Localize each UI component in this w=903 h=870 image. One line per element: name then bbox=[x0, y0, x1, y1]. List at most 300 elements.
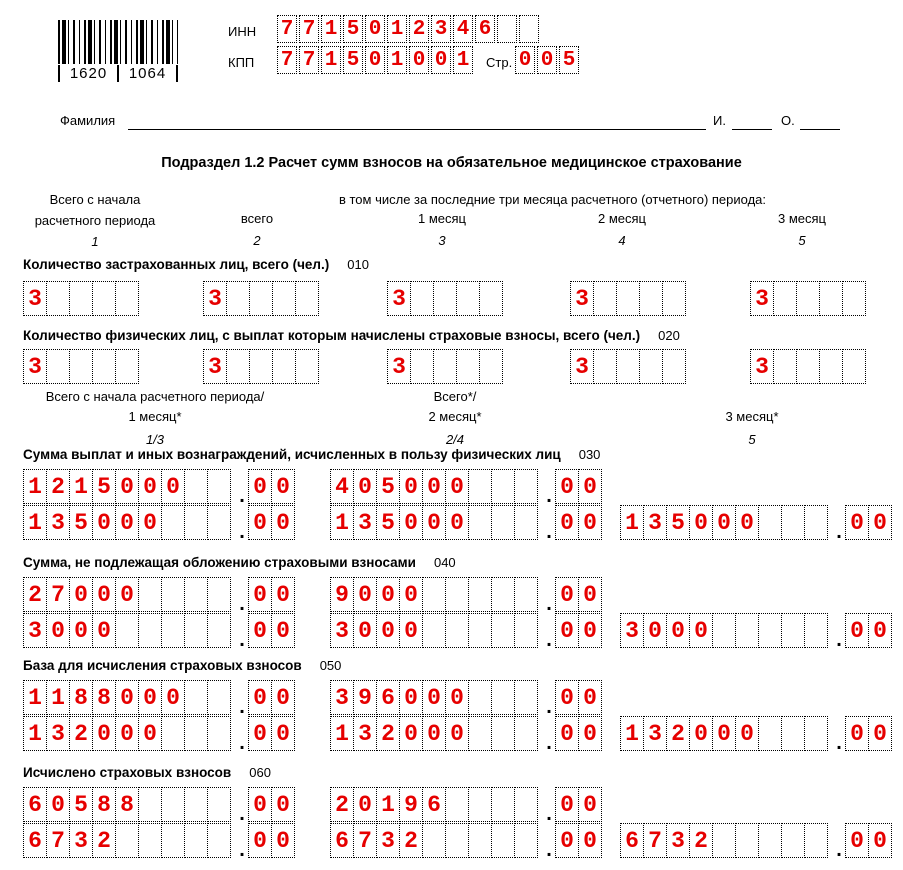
digit-cell[interactable] bbox=[445, 787, 469, 822]
digit-cell[interactable]: 0 bbox=[445, 680, 469, 715]
digit-cell[interactable] bbox=[468, 823, 492, 858]
digit-cell[interactable]: 0 bbox=[46, 613, 70, 648]
digit-cell[interactable]: 0 bbox=[161, 680, 185, 715]
count-field[interactable] bbox=[570, 349, 686, 384]
digit-cell[interactable] bbox=[491, 469, 515, 504]
digit-cell[interactable] bbox=[184, 680, 208, 715]
page-number-field[interactable] bbox=[515, 46, 581, 74]
digit-cell[interactable]: 2 bbox=[69, 716, 93, 751]
digit-cell[interactable]: 0 bbox=[845, 505, 869, 540]
digit-cell[interactable] bbox=[184, 577, 208, 612]
digit-cell[interactable] bbox=[758, 505, 782, 540]
digit-cell[interactable]: 0 bbox=[248, 823, 272, 858]
digit-cell[interactable]: 3 bbox=[570, 349, 594, 384]
digit-cell[interactable] bbox=[207, 613, 231, 648]
digit-cell[interactable]: 1 bbox=[321, 15, 341, 43]
digit-cell[interactable]: 5 bbox=[69, 787, 93, 822]
digit-cell[interactable] bbox=[758, 716, 782, 751]
digit-cell[interactable]: 5 bbox=[559, 46, 579, 74]
digit-cell[interactable]: 3 bbox=[46, 505, 70, 540]
digit-cell[interactable] bbox=[735, 613, 759, 648]
digit-cell[interactable] bbox=[773, 349, 797, 384]
digit-cell[interactable] bbox=[445, 577, 469, 612]
digit-cell[interactable]: 3 bbox=[330, 613, 354, 648]
digit-cell[interactable] bbox=[272, 281, 296, 316]
digit-cell[interactable] bbox=[207, 577, 231, 612]
digit-cell[interactable]: 9 bbox=[330, 577, 354, 612]
digit-cell[interactable] bbox=[161, 577, 185, 612]
digit-cell[interactable]: 7 bbox=[299, 15, 319, 43]
digit-cell[interactable]: 0 bbox=[115, 716, 139, 751]
amount-field[interactable] bbox=[330, 505, 602, 543]
digit-cell[interactable]: 4 bbox=[330, 469, 354, 504]
digit-cell[interactable] bbox=[781, 613, 805, 648]
digit-cell[interactable]: 3 bbox=[643, 505, 667, 540]
digit-cell[interactable]: 3 bbox=[353, 716, 377, 751]
digit-cell[interactable] bbox=[115, 349, 139, 384]
digit-cell[interactable]: 1 bbox=[387, 46, 407, 74]
digit-cell[interactable] bbox=[842, 349, 866, 384]
digit-cell[interactable]: 2 bbox=[376, 716, 400, 751]
digit-cell[interactable]: 0 bbox=[353, 577, 377, 612]
digit-cell[interactable]: 0 bbox=[555, 823, 579, 858]
count-field[interactable] bbox=[23, 281, 139, 316]
count-field[interactable] bbox=[23, 349, 139, 384]
digit-cell[interactable]: 4 bbox=[453, 15, 473, 43]
digit-cell[interactable] bbox=[468, 505, 492, 540]
digit-cell[interactable] bbox=[491, 716, 515, 751]
digit-cell[interactable]: 0 bbox=[248, 680, 272, 715]
digit-cell[interactable] bbox=[514, 505, 538, 540]
digit-cell[interactable]: 5 bbox=[376, 505, 400, 540]
digit-cell[interactable] bbox=[468, 787, 492, 822]
digit-cell[interactable]: 1 bbox=[69, 469, 93, 504]
digit-cell[interactable] bbox=[804, 716, 828, 751]
digit-cell[interactable] bbox=[819, 349, 843, 384]
inn-field[interactable] bbox=[277, 15, 541, 43]
digit-cell[interactable] bbox=[468, 680, 492, 715]
digit-cell[interactable] bbox=[712, 613, 736, 648]
digit-cell[interactable] bbox=[445, 613, 469, 648]
digit-cell[interactable]: 1 bbox=[453, 46, 473, 74]
count-field[interactable] bbox=[750, 349, 866, 384]
amount-field[interactable] bbox=[330, 469, 602, 507]
digit-cell[interactable]: 0 bbox=[578, 716, 602, 751]
digit-cell[interactable] bbox=[161, 505, 185, 540]
digit-cell[interactable]: 0 bbox=[353, 787, 377, 822]
digit-cell[interactable] bbox=[819, 281, 843, 316]
digit-cell[interactable] bbox=[491, 577, 515, 612]
amount-field[interactable] bbox=[620, 716, 892, 754]
digit-cell[interactable]: 5 bbox=[376, 469, 400, 504]
digit-cell[interactable]: 0 bbox=[271, 613, 295, 648]
digit-cell[interactable] bbox=[295, 281, 319, 316]
digit-cell[interactable]: 0 bbox=[555, 716, 579, 751]
digit-cell[interactable]: 0 bbox=[445, 505, 469, 540]
amount-field[interactable] bbox=[620, 823, 892, 861]
count-field[interactable] bbox=[750, 281, 866, 316]
digit-cell[interactable]: 3 bbox=[203, 349, 227, 384]
digit-cell[interactable]: 7 bbox=[46, 577, 70, 612]
digit-cell[interactable]: 0 bbox=[115, 577, 139, 612]
digit-cell[interactable]: 0 bbox=[365, 46, 385, 74]
digit-cell[interactable]: 0 bbox=[115, 469, 139, 504]
digit-cell[interactable]: 0 bbox=[445, 716, 469, 751]
digit-cell[interactable]: 3 bbox=[353, 505, 377, 540]
digit-cell[interactable] bbox=[639, 281, 663, 316]
digit-cell[interactable]: 0 bbox=[422, 469, 446, 504]
digit-cell[interactable]: 1 bbox=[387, 15, 407, 43]
digit-cell[interactable]: 0 bbox=[845, 613, 869, 648]
digit-cell[interactable] bbox=[758, 823, 782, 858]
digit-cell[interactable] bbox=[491, 787, 515, 822]
digit-cell[interactable] bbox=[138, 787, 162, 822]
digit-cell[interactable] bbox=[161, 823, 185, 858]
digit-cell[interactable]: 0 bbox=[578, 680, 602, 715]
digit-cell[interactable]: 0 bbox=[353, 613, 377, 648]
count-field[interactable] bbox=[387, 349, 503, 384]
digit-cell[interactable]: 6 bbox=[23, 787, 47, 822]
digit-cell[interactable]: 0 bbox=[92, 716, 116, 751]
digit-cell[interactable]: 8 bbox=[69, 680, 93, 715]
amount-field[interactable] bbox=[23, 716, 295, 754]
digit-cell[interactable]: 0 bbox=[689, 716, 713, 751]
digit-cell[interactable]: 0 bbox=[353, 469, 377, 504]
surname-input-line[interactable] bbox=[128, 111, 706, 130]
digit-cell[interactable]: 0 bbox=[248, 469, 272, 504]
digit-cell[interactable] bbox=[662, 349, 686, 384]
digit-cell[interactable]: 7 bbox=[277, 46, 297, 74]
digit-cell[interactable] bbox=[514, 680, 538, 715]
digit-cell[interactable]: 0 bbox=[248, 613, 272, 648]
digit-cell[interactable]: 0 bbox=[92, 505, 116, 540]
digit-cell[interactable]: 0 bbox=[537, 46, 557, 74]
digit-cell[interactable]: 2 bbox=[23, 577, 47, 612]
digit-cell[interactable]: 0 bbox=[69, 613, 93, 648]
digit-cell[interactable]: 3 bbox=[431, 15, 451, 43]
digit-cell[interactable]: 7 bbox=[46, 823, 70, 858]
digit-cell[interactable]: 0 bbox=[271, 577, 295, 612]
digit-cell[interactable]: 2 bbox=[666, 716, 690, 751]
digit-cell[interactable] bbox=[468, 577, 492, 612]
digit-cell[interactable]: 0 bbox=[92, 613, 116, 648]
digit-cell[interactable]: 5 bbox=[343, 46, 363, 74]
digit-cell[interactable]: 0 bbox=[399, 469, 423, 504]
digit-cell[interactable]: 0 bbox=[555, 787, 579, 822]
digit-cell[interactable]: 0 bbox=[409, 46, 429, 74]
digit-cell[interactable] bbox=[781, 505, 805, 540]
digit-cell[interactable]: 2 bbox=[330, 787, 354, 822]
digit-cell[interactable] bbox=[758, 613, 782, 648]
digit-cell[interactable]: 3 bbox=[750, 281, 774, 316]
digit-cell[interactable]: 1 bbox=[376, 787, 400, 822]
digit-cell[interactable] bbox=[184, 505, 208, 540]
digit-cell[interactable] bbox=[249, 281, 273, 316]
amount-field[interactable] bbox=[330, 577, 602, 615]
digit-cell[interactable]: 0 bbox=[845, 716, 869, 751]
digit-cell[interactable]: 0 bbox=[92, 577, 116, 612]
digit-cell[interactable]: 0 bbox=[578, 787, 602, 822]
digit-cell[interactable]: 7 bbox=[643, 823, 667, 858]
count-field[interactable] bbox=[203, 349, 319, 384]
digit-cell[interactable] bbox=[161, 787, 185, 822]
digit-cell[interactable] bbox=[593, 349, 617, 384]
digit-cell[interactable]: 0 bbox=[712, 716, 736, 751]
amount-field[interactable] bbox=[23, 577, 295, 615]
digit-cell[interactable]: 6 bbox=[330, 823, 354, 858]
digit-cell[interactable]: 0 bbox=[689, 505, 713, 540]
digit-cell[interactable] bbox=[184, 469, 208, 504]
digit-cell[interactable] bbox=[781, 716, 805, 751]
digit-cell[interactable]: 0 bbox=[578, 577, 602, 612]
digit-cell[interactable] bbox=[184, 787, 208, 822]
digit-cell[interactable]: 3 bbox=[387, 281, 411, 316]
digit-cell[interactable]: 1 bbox=[23, 469, 47, 504]
digit-cell[interactable]: 6 bbox=[376, 680, 400, 715]
digit-cell[interactable]: 0 bbox=[515, 46, 535, 74]
digit-cell[interactable]: 0 bbox=[399, 716, 423, 751]
digit-cell[interactable]: 3 bbox=[666, 823, 690, 858]
digit-cell[interactable]: 0 bbox=[689, 613, 713, 648]
digit-cell[interactable]: 9 bbox=[399, 787, 423, 822]
digit-cell[interactable] bbox=[796, 281, 820, 316]
digit-cell[interactable] bbox=[491, 505, 515, 540]
amount-field[interactable] bbox=[330, 613, 602, 651]
digit-cell[interactable]: 0 bbox=[555, 577, 579, 612]
amount-field[interactable] bbox=[23, 505, 295, 543]
count-field[interactable] bbox=[387, 281, 503, 316]
first-initial-input-line[interactable] bbox=[732, 111, 772, 130]
digit-cell[interactable]: 2 bbox=[689, 823, 713, 858]
digit-cell[interactable]: 0 bbox=[248, 577, 272, 612]
digit-cell[interactable]: 0 bbox=[138, 716, 162, 751]
digit-cell[interactable]: 8 bbox=[115, 787, 139, 822]
amount-field[interactable] bbox=[23, 680, 295, 718]
digit-cell[interactable]: 9 bbox=[353, 680, 377, 715]
digit-cell[interactable]: 0 bbox=[578, 613, 602, 648]
digit-cell[interactable]: 5 bbox=[69, 505, 93, 540]
digit-cell[interactable] bbox=[207, 823, 231, 858]
digit-cell[interactable] bbox=[735, 823, 759, 858]
digit-cell[interactable] bbox=[184, 613, 208, 648]
digit-cell[interactable] bbox=[456, 281, 480, 316]
digit-cell[interactable]: 0 bbox=[271, 716, 295, 751]
digit-cell[interactable]: 1 bbox=[321, 46, 341, 74]
digit-cell[interactable]: 0 bbox=[115, 680, 139, 715]
digit-cell[interactable]: 2 bbox=[409, 15, 429, 43]
digit-cell[interactable]: 6 bbox=[475, 15, 495, 43]
digit-cell[interactable]: 5 bbox=[666, 505, 690, 540]
digit-cell[interactable] bbox=[773, 281, 797, 316]
digit-cell[interactable]: 0 bbox=[555, 680, 579, 715]
digit-cell[interactable]: 3 bbox=[46, 716, 70, 751]
digit-cell[interactable]: 0 bbox=[845, 823, 869, 858]
amount-field[interactable] bbox=[620, 613, 892, 651]
digit-cell[interactable]: 3 bbox=[330, 680, 354, 715]
digit-cell[interactable]: 0 bbox=[399, 613, 423, 648]
digit-cell[interactable] bbox=[295, 349, 319, 384]
digit-cell[interactable]: 0 bbox=[399, 577, 423, 612]
digit-cell[interactable] bbox=[445, 823, 469, 858]
amount-field[interactable] bbox=[620, 505, 892, 543]
digit-cell[interactable] bbox=[115, 281, 139, 316]
digit-cell[interactable] bbox=[479, 349, 503, 384]
amount-field[interactable] bbox=[23, 613, 295, 651]
digit-cell[interactable]: 0 bbox=[271, 469, 295, 504]
digit-cell[interactable]: 3 bbox=[570, 281, 594, 316]
digit-cell[interactable] bbox=[115, 823, 139, 858]
digit-cell[interactable]: 8 bbox=[92, 787, 116, 822]
digit-cell[interactable] bbox=[161, 613, 185, 648]
digit-cell[interactable]: 1 bbox=[23, 505, 47, 540]
digit-cell[interactable]: 3 bbox=[376, 823, 400, 858]
digit-cell[interactable]: 0 bbox=[578, 469, 602, 504]
digit-cell[interactable]: 0 bbox=[376, 577, 400, 612]
digit-cell[interactable]: 0 bbox=[555, 613, 579, 648]
digit-cell[interactable] bbox=[519, 15, 539, 43]
digit-cell[interactable] bbox=[433, 281, 457, 316]
digit-cell[interactable]: 0 bbox=[555, 505, 579, 540]
digit-cell[interactable] bbox=[138, 823, 162, 858]
digit-cell[interactable] bbox=[456, 349, 480, 384]
amount-field[interactable] bbox=[330, 680, 602, 718]
digit-cell[interactable]: 0 bbox=[69, 577, 93, 612]
digit-cell[interactable] bbox=[422, 613, 446, 648]
digit-cell[interactable]: 1 bbox=[330, 716, 354, 751]
digit-cell[interactable] bbox=[184, 823, 208, 858]
digit-cell[interactable] bbox=[514, 613, 538, 648]
digit-cell[interactable] bbox=[69, 281, 93, 316]
digit-cell[interactable]: 0 bbox=[271, 680, 295, 715]
digit-cell[interactable]: 2 bbox=[92, 823, 116, 858]
digit-cell[interactable]: 3 bbox=[23, 281, 47, 316]
digit-cell[interactable]: 3 bbox=[620, 613, 644, 648]
digit-cell[interactable] bbox=[272, 349, 296, 384]
digit-cell[interactable] bbox=[639, 349, 663, 384]
digit-cell[interactable] bbox=[46, 349, 70, 384]
digit-cell[interactable] bbox=[207, 469, 231, 504]
amount-field[interactable] bbox=[330, 787, 602, 825]
digit-cell[interactable] bbox=[514, 787, 538, 822]
digit-cell[interactable]: 3 bbox=[387, 349, 411, 384]
digit-cell[interactable] bbox=[226, 349, 250, 384]
digit-cell[interactable] bbox=[207, 716, 231, 751]
digit-cell[interactable]: 7 bbox=[277, 15, 297, 43]
amount-field[interactable] bbox=[23, 787, 295, 825]
digit-cell[interactable]: 0 bbox=[735, 716, 759, 751]
digit-cell[interactable]: 0 bbox=[248, 716, 272, 751]
middle-initial-input-line[interactable] bbox=[800, 111, 840, 130]
digit-cell[interactable]: 6 bbox=[422, 787, 446, 822]
digit-cell[interactable] bbox=[491, 613, 515, 648]
digit-cell[interactable] bbox=[593, 281, 617, 316]
digit-cell[interactable] bbox=[433, 349, 457, 384]
digit-cell[interactable] bbox=[92, 349, 116, 384]
digit-cell[interactable]: 0 bbox=[248, 505, 272, 540]
digit-cell[interactable]: 0 bbox=[376, 613, 400, 648]
digit-cell[interactable] bbox=[497, 15, 517, 43]
digit-cell[interactable]: 0 bbox=[666, 613, 690, 648]
digit-cell[interactable] bbox=[161, 716, 185, 751]
digit-cell[interactable] bbox=[207, 505, 231, 540]
digit-cell[interactable]: 3 bbox=[643, 716, 667, 751]
digit-cell[interactable] bbox=[422, 823, 446, 858]
digit-cell[interactable]: 0 bbox=[422, 716, 446, 751]
digit-cell[interactable] bbox=[804, 505, 828, 540]
digit-cell[interactable] bbox=[514, 716, 538, 751]
digit-cell[interactable] bbox=[226, 281, 250, 316]
digit-cell[interactable] bbox=[138, 577, 162, 612]
count-field[interactable] bbox=[203, 281, 319, 316]
digit-cell[interactable]: 0 bbox=[46, 787, 70, 822]
digit-cell[interactable]: 3 bbox=[23, 349, 47, 384]
digit-cell[interactable]: 8 bbox=[92, 680, 116, 715]
digit-cell[interactable]: 0 bbox=[555, 469, 579, 504]
amount-field[interactable] bbox=[330, 823, 602, 861]
digit-cell[interactable]: 0 bbox=[868, 823, 892, 858]
digit-cell[interactable] bbox=[514, 469, 538, 504]
digit-cell[interactable] bbox=[207, 680, 231, 715]
digit-cell[interactable]: 0 bbox=[399, 505, 423, 540]
digit-cell[interactable]: 0 bbox=[115, 505, 139, 540]
digit-cell[interactable]: 0 bbox=[431, 46, 451, 74]
digit-cell[interactable] bbox=[616, 349, 640, 384]
digit-cell[interactable] bbox=[514, 823, 538, 858]
digit-cell[interactable]: 3 bbox=[750, 349, 774, 384]
kpp-field[interactable] bbox=[277, 46, 475, 74]
digit-cell[interactable]: 0 bbox=[445, 469, 469, 504]
digit-cell[interactable] bbox=[662, 281, 686, 316]
digit-cell[interactable]: 3 bbox=[69, 823, 93, 858]
digit-cell[interactable] bbox=[138, 613, 162, 648]
digit-cell[interactable] bbox=[468, 469, 492, 504]
digit-cell[interactable] bbox=[842, 281, 866, 316]
digit-cell[interactable]: 1 bbox=[46, 680, 70, 715]
digit-cell[interactable] bbox=[115, 613, 139, 648]
digit-cell[interactable]: 7 bbox=[353, 823, 377, 858]
amount-field[interactable] bbox=[330, 716, 602, 754]
digit-cell[interactable]: 0 bbox=[643, 613, 667, 648]
digit-cell[interactable] bbox=[92, 281, 116, 316]
digit-cell[interactable]: 0 bbox=[271, 823, 295, 858]
digit-cell[interactable]: 2 bbox=[46, 469, 70, 504]
digit-cell[interactable] bbox=[249, 349, 273, 384]
digit-cell[interactable] bbox=[491, 680, 515, 715]
digit-cell[interactable]: 0 bbox=[365, 15, 385, 43]
digit-cell[interactable] bbox=[616, 281, 640, 316]
digit-cell[interactable]: 0 bbox=[271, 505, 295, 540]
digit-cell[interactable]: 1 bbox=[620, 505, 644, 540]
digit-cell[interactable]: 3 bbox=[23, 613, 47, 648]
digit-cell[interactable]: 0 bbox=[248, 787, 272, 822]
digit-cell[interactable] bbox=[410, 281, 434, 316]
digit-cell[interactable]: 6 bbox=[620, 823, 644, 858]
digit-cell[interactable]: 0 bbox=[422, 505, 446, 540]
digit-cell[interactable] bbox=[514, 577, 538, 612]
digit-cell[interactable]: 0 bbox=[578, 505, 602, 540]
digit-cell[interactable]: 5 bbox=[92, 469, 116, 504]
digit-cell[interactable] bbox=[468, 716, 492, 751]
digit-cell[interactable] bbox=[491, 823, 515, 858]
digit-cell[interactable]: 0 bbox=[868, 613, 892, 648]
digit-cell[interactable]: 0 bbox=[399, 680, 423, 715]
digit-cell[interactable]: 0 bbox=[161, 469, 185, 504]
digit-cell[interactable]: 1 bbox=[330, 505, 354, 540]
digit-cell[interactable] bbox=[479, 281, 503, 316]
digit-cell[interactable]: 0 bbox=[138, 505, 162, 540]
digit-cell[interactable]: 1 bbox=[23, 680, 47, 715]
digit-cell[interactable] bbox=[468, 613, 492, 648]
